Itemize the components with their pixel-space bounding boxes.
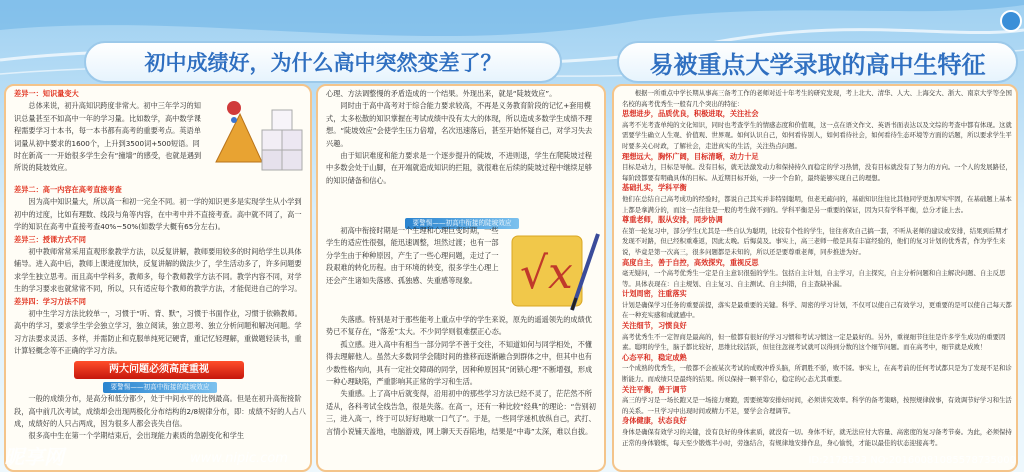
- corner-badge: [1000, 10, 1022, 32]
- right-heading-5: 高度自主，善于自控，高效探究，重视反思: [622, 257, 759, 267]
- mid-col-bottom: [326, 314, 598, 438]
- math-formula-illustration: [506, 226, 602, 316]
- left-heading-4: 差异四：学习方法不同: [14, 296, 86, 306]
- geometry-shapes-illustration: [206, 94, 306, 174]
- left-heading-3: 差异三：授课方式不同: [14, 234, 86, 244]
- mid-paragraph-3: 初高中衔接时期是一个生理和心理巨变时期，一些学生的适应性很强，能迅速调整，坦然过渡；也有一部分学生由于种种原因，产生了一些心理问题，走过了一段艰难的转化历程。由于环境的转变，很多学生心理上还会产生诸如失落感、孤独感、失重感等现象。: [326, 226, 499, 285]
- mid-paragraph-0: 心理、方法调整慢的矛盾造成的一个结果。外现出来，就是“陡坡效应”。: [326, 89, 557, 98]
- left-paragraph-2: 因为高中知识量大，所以高一和初一完全不同。初一学的知识更多是实现学生从小学到初中的过度，比如有理数、线段与角等内容，在中考中并不直接考查。高中就不同了，高一学的知识在高考中直接考查40%~50%(如数学大概有65分左右)。: [14, 197, 302, 232]
- panel-right: [612, 84, 1018, 472]
- mid-paragraph-1: 同时由于高中高考对于综合能力要求较高，不再是义务教育阶段的记忆+套用模式，太多松散的知识掌握在考试成绩中没有太大的体现，所以造成多数学生成绩不理想。“陡坡效应”会使学生压力倍增，名次迅速落后，甚至开始怀疑自己，对学习失去兴趣。: [326, 101, 593, 148]
- title-right: 易被重点大学录取的高中生特征: [617, 41, 1018, 83]
- right-paragraph-10: 身体是确保有效学习的关键，没有良好的身体素质，就没有一切。身体不好，就无法应付大容量、高密度的复习备考节奏。为此，必须保持正常的身体锻炼，每天至少锻炼半小时，劳逸结合，有规律地安排作息，身心愉悦，才能以最佳的状态迎接高考。: [622, 428, 1012, 447]
- right-paragraph-8: 一个成熟的优秀生，一般都不会被某次考试的成败冲昏头脑，所谓胜不骄，败不馁。事实上，在高考前的任何考试都只是为了发现不足和诊断能力。而成绩只是最终的结果。所以保持一颗平常心，稳定的心态尤其重要。: [622, 364, 1012, 384]
- left-paragraph-3: 初中教师常常采用直观形象教学方法，以反复讲解，教师要用较多的时间给学生以具体辅导。进入高中后，教师上课进度加快，反复讲解的做法少了，学生活动多了，许多问题要求学生独立思考。而且高中学科多，教师多，每个教师教学方法不同。教学内容不同，对学生的学习要求也就常常不同，所以，只有适应每个教师的教学方法，才能促进自己的学习。: [14, 247, 302, 294]
- watermark-url: www.nipic.com: [190, 451, 288, 466]
- right-heading-6: 计划周密，注重落实: [622, 289, 687, 299]
- mid-paragraph-6: 失重感。上了高中后就变得，沿用初中的那些学习方法已经不灵了，茫茫然不所适从，各科考试全线告急，很是失落。在高一，还有一种比较“经典”的理论：“告别初三，进入高一，终于可以好好地歇一口气了”。于是，一些同学迷机放纵自己，武打、言情小说铺天盖地，电脑游戏，网上聊天天吞陷地，结果是“中毒”太深，难以自拔。: [326, 389, 596, 436]
- right-heading-3: 基础扎实，学科平衡: [622, 183, 687, 193]
- svg-text:√x: √x: [520, 248, 573, 299]
- left-paragraph-6: 很多高中生在第一个学期结束后，会出现能力素质的急剧变化和学生: [28, 431, 245, 441]
- left-paragraph-1: 总体来说，初升高知识跨度非常大。初中三年学习的知识总量甚至不如高中一年的学习量。比如数学，高中数学课程需要学习十本书，每一本书都有高考的重要考点。英语单词量从初中要求的1600个，上升到3500词+500短语。同时在新高一一开始很多学生会有“撞墙”的感受，也就是遇到所说的陡坡效应。: [14, 101, 202, 173]
- left-col-top: [14, 88, 206, 175]
- right-paragraph-4: 在第一轮复习中，部分学生(尤其是一些自认为聪明，比较有个性的学生，往往喜欢自己搞一套，不听从老师的建议或安排，结果到后期才发现不对路，但已经积重难返，因此太晚。后悔莫及。事实上，高三老师一般是具有丰富经验的，他们的复习计划的优秀者，作为学生来说，毕竟是第一次高三，很多问题都是未知的，所以还是要尊重老师，同步推进为好。: [622, 226, 1008, 256]
- right-paragraph-5: 毫无疑问，一个高考优秀生一定是自主意识很强的学生。包括自主计划，自主学习，自主探究，自主分析问题和自主解决问题、自主反思等。具体表现在：自主规划、自主复习、自主测试、自主纠错，自主查缺补漏。: [622, 269, 1006, 288]
- left-paragraph-4: 初中生学习方法比较单一，习惯于“听、背、默”，习惯于书面作业，习惯于依赖教师。高中的学习，要求学生学会独立学习，独立阅读，独立思考、独立分析问题和解决问题。学习方法要求灵活、多样，并需防止和克服单纯死记硬背，重记忆轻理解，重做题轻读书，重计算轻概念等不正确的学习方法。: [14, 309, 302, 356]
- title-left: 初中成绩好，为什么高中突然变差了？: [84, 41, 562, 83]
- right-paragraph-6: 计划是确保学习任务的重要前提，落实是最重要的关键。科学、周密的学习计划，不仅可以使自己有效学习，更重要的是可以使自己每天都在一种充实感和成就感中。: [622, 300, 1012, 320]
- mid-paragraph-4: 失落感。特别是对于那些能考上重点中学的学生来说，原先的遥遥领先的成绩优势已不复存在，“落差”太大。不少同学则很难摆正心态。: [326, 315, 592, 337]
- right-paragraph-1: 高考不光考查单纯的文化知识，同时也考查学生的情感态度和价值观，这一点在语文作文、英语书面表达以及文综的考查中都有体现。这就需要学生确立人生观、价值观、世界观。如何认识自己，如何看待别人，如何看待社会，如何看待生态环境等方面的话题，所以要求学生平时要多关心时政，了解社会，走进真实的生活，关注热点问题。: [622, 120, 1012, 150]
- panel-left: [4, 84, 312, 472]
- mid-paragraph-2: 由于知识难度和能力要求是一个逐步提升的陡坡，不进则退，学生在爬陡坡过程中多数会处于山脚，在开端就造成知识的拦阻，就很难在后续的陡坡过程中继续足够的知识储备和信心。: [326, 151, 592, 185]
- right-paragraph-3: 他们在总结自己高考成功的经验时，都说自己其实并非特别聪明，但老无疏问的，基础知识往往比其他同学更加厚实牢固，在基础题上基本上都是拿满分的，而这一点往往是一般的考生做不到的。学科平衡是另一重要的保证，因为只有学科平衡，总分才能上去。: [622, 194, 1012, 214]
- right-heading-1: 思想进步，品质优良，积极进取，关注社会: [622, 109, 759, 119]
- panel-middle: [316, 84, 606, 472]
- left-ribbon: 要警惕——初高中衔接的陡坡效应: [103, 382, 218, 393]
- important-issues-banner: 两大问题必须高度重视: [74, 361, 244, 379]
- right-heading-4: 尊重老师，服从安排，同步协调: [622, 215, 723, 225]
- left-paragraph-5: 一般的成绩分布，是高分和低分都少，处于中间水平的比例最高。但是在初升高衔接阶段，高中前几次考试，成绩却会出现两极化分布结构的2/8规律分布，即：成绩不好的人占八成，成绩好的人只占两成，因为很多人都会丧失自信。: [14, 394, 306, 428]
- right-heading-2: 理想远大，胸怀广阔，目标清晰，动力十足: [622, 151, 759, 161]
- right-heading-8: 心态平和，稳定成熟: [622, 352, 687, 362]
- right-intro: 根据一所重点中学长期从事高三备考工作的老师对近十年考生的研究发现，考上北大、清华、人大、上海交大、浙大、南京大学等全国名校的高考优秀生一般有几个突出的特征：: [622, 89, 1012, 108]
- mid-col-side: [326, 225, 502, 287]
- right-heading-10: 身体健康，状态良好: [622, 416, 687, 426]
- watermark-brand: 昵享网: [4, 445, 64, 469]
- right-paragraph-7: 高考优秀生不一定智商是最高的，但一般都有很好的学习习惯和考试习惯这一定是最好的。另外，重视细节往往是许多学生成功的重要因素。聪明的学生，脑子都比较好，思维比较活跃，但往往忽视考试就可以得到分数的这个细节问题。而在高考中，细节就是成败！: [622, 332, 1006, 352]
- mid-paragraph-5: 孤立感。进入高中有相当一部分同学不善于交往，不知道如何与同学相处，不懂得去理解他人。虽然大多数同学会随时间的推移而逐渐融合到群体之中，但其中也有少数性格内向，具有一定社交障碍的同学，因种种原因其“闭锁心理”不断增强，形成一种心理缺陷，严重影响其正常的学习和生活。: [326, 339, 593, 387]
- left-col-main: [14, 184, 306, 443]
- watermark-id: ID:2178533 NO:20160081085578735000: [808, 455, 1016, 466]
- right-col: [622, 88, 1012, 448]
- right-paragraph-9: 高三的学习是一场长跑又是一场接力赛跑，需要统筹安排好时间，必须讲究效率。科学的备考策略，按照规律做事，有效调节好学习和生活的关系。一旦学习中出现时间或精力不足，要学会合理调节。: [622, 396, 1012, 415]
- right-paragraph-2: 目标是动力，目标是导航。没有目标，就无法激发动力和保持持久而稳定的学习热情，没有目标就没有了努力的方向。一个人的发展路径，每阶段都要有明确具体的目标。从近期目标开始，一步一个台阶，最终能够实现自己的理想。: [622, 163, 1012, 182]
- right-heading-7: 关注细节，习惯良好: [622, 321, 687, 331]
- left-heading-1: 差异一：知识量变大: [14, 89, 79, 98]
- left-heading-2: 差异二：高一内容在高考直接考查: [14, 185, 122, 194]
- right-heading-9: 关注平衡，善于调节: [622, 384, 687, 394]
- mid-col-top: [326, 88, 598, 187]
- mid-ribbon: 要警惕——初高中衔接的陡坡效应: [405, 218, 520, 229]
